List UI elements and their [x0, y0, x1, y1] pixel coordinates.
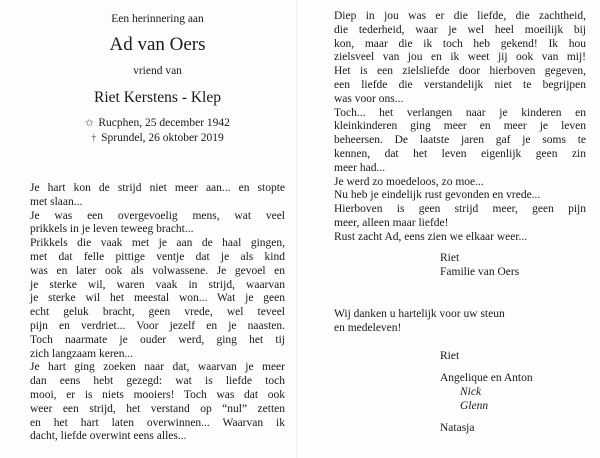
signature-block [440, 251, 586, 279]
thanks-text [334, 307, 586, 335]
relation-text: vriend van [133, 65, 182, 77]
thanks-line: Wij danken u hartelijk voor uw steun [334, 307, 505, 320]
poem-line: was voor ons... [334, 92, 404, 105]
signature-line: Riet [440, 251, 460, 264]
poem-line: pijn en verdriet... Voor jezelf en je naasten. [30, 319, 285, 332]
poem-line: echt geluk bracht, geen vrede, wel teveel [30, 306, 285, 319]
poem-line: Prikkels die vaak met je aan de haal gingen, [30, 237, 285, 250]
poem-line: Je was een overgevoelig mens, wat veel [30, 209, 285, 222]
death-line [30, 131, 285, 146]
poem-line: zielsveel van jou en ik weet jij ook van mij! [334, 51, 586, 64]
poem-line: die tederheid, waar je wel heel moeilijk bij [334, 23, 586, 36]
signature-line: Familie van Oers [440, 265, 520, 278]
poem-line: dacht, liefde overwint eens alles... [30, 430, 187, 443]
spacer [440, 413, 586, 421]
left-page [30, 10, 285, 443]
poem-line: was en later ook als volwassene. Je gevoel en [30, 264, 285, 277]
closing-name: Riet [440, 349, 460, 362]
card-header [30, 12, 285, 146]
birth-line [30, 116, 285, 131]
poem-line: je sterke wil, waren vaak in strijd, waarvan [30, 278, 285, 291]
grandchild-name: Nick [460, 385, 482, 398]
poem-line: Toch naarmate je ouder werd, ging het tij [30, 333, 285, 346]
closing-name: Angelique en Anton [440, 371, 533, 384]
grandchild-name: Glenn [460, 399, 489, 412]
poem-line: Toch... het verlangen naar je kinderen en [334, 106, 586, 119]
poem-line: Nu heb je eindelijk rust gevonden en vrede... [334, 189, 541, 202]
thanks-line: en medeleven! [334, 321, 402, 334]
poem-line: je sterke wil het meestal won... Wat je geen [30, 292, 285, 305]
star-icon: ✩ [85, 118, 94, 129]
poem-line: meer had... [334, 161, 386, 174]
poem-line: prikkels in je leven teweeg bracht... [30, 223, 194, 236]
poem-line: dan eens hebt gezegd: wat is liefde toch [30, 375, 285, 388]
poem-line: kleinkinderen ging meer en meer je leven [334, 120, 586, 133]
deceased-name: Ad van Oers [109, 34, 206, 55]
left-poem [30, 182, 285, 444]
poem-line: Je hart ging zoeken naar dat, waarvan je meer [30, 361, 285, 374]
poem-line: Rust zacht Ad, eens zien we elkaar weer... [334, 230, 528, 243]
poem-line: en het hart laten overwinnen... Waarvan ik [30, 416, 285, 429]
intro-text: Een herinnering aan [111, 13, 204, 25]
poem-line: zich langzaam keren... [30, 347, 134, 360]
poem-line: een liefde die verstandelijk niet te begrijpen [334, 78, 586, 91]
poem-line: Hierboven is geen strijd meer, geen pijn [334, 203, 586, 216]
poem-line: meer, alleen maar liefde! [334, 216, 449, 229]
cross-icon: † [91, 133, 97, 144]
poem-line: kon, maar die ik toch heb gekend! Ik hou [334, 37, 586, 50]
poem-line: Het is een zielsliefde door hierboven gegeven, [334, 65, 586, 78]
birth-text: Rucphen, 25 december 1942 [98, 117, 230, 129]
dates-block [30, 116, 285, 146]
poem-line: weer een strijd, het verstand op “nul” zetten [30, 402, 285, 415]
closing-name: Natasja [440, 421, 475, 434]
right-page [334, 10, 586, 435]
poem-line: Je hart kon de strijd niet meer aan... en stopte [30, 182, 285, 194]
closing-names [440, 349, 586, 435]
poem-line: kennen, dat het leven eigenlijk geen zin [334, 147, 586, 160]
poem-line: mooi, er is niets mooiers! Toch was dat ook [30, 388, 285, 401]
fold-line [296, 0, 297, 458]
poem-line: Diep in jou was er die liefde, die zachtheid, [334, 10, 586, 22]
right-poem [334, 10, 586, 245]
spacer [440, 363, 586, 371]
death-text: Sprundel, 26 oktober 2019 [101, 132, 224, 144]
poem-line: met slaan... [30, 195, 83, 208]
poem-line: Je werd zo moedeloos, zo moe... [334, 175, 484, 188]
poem-line: beheersen. De laatste jaren gaf je soms te [334, 134, 586, 147]
poem-line: met dat felle pittige ventje dat je als kind [30, 250, 285, 263]
partner-name: Riet Kerstens - Klep [94, 89, 221, 106]
